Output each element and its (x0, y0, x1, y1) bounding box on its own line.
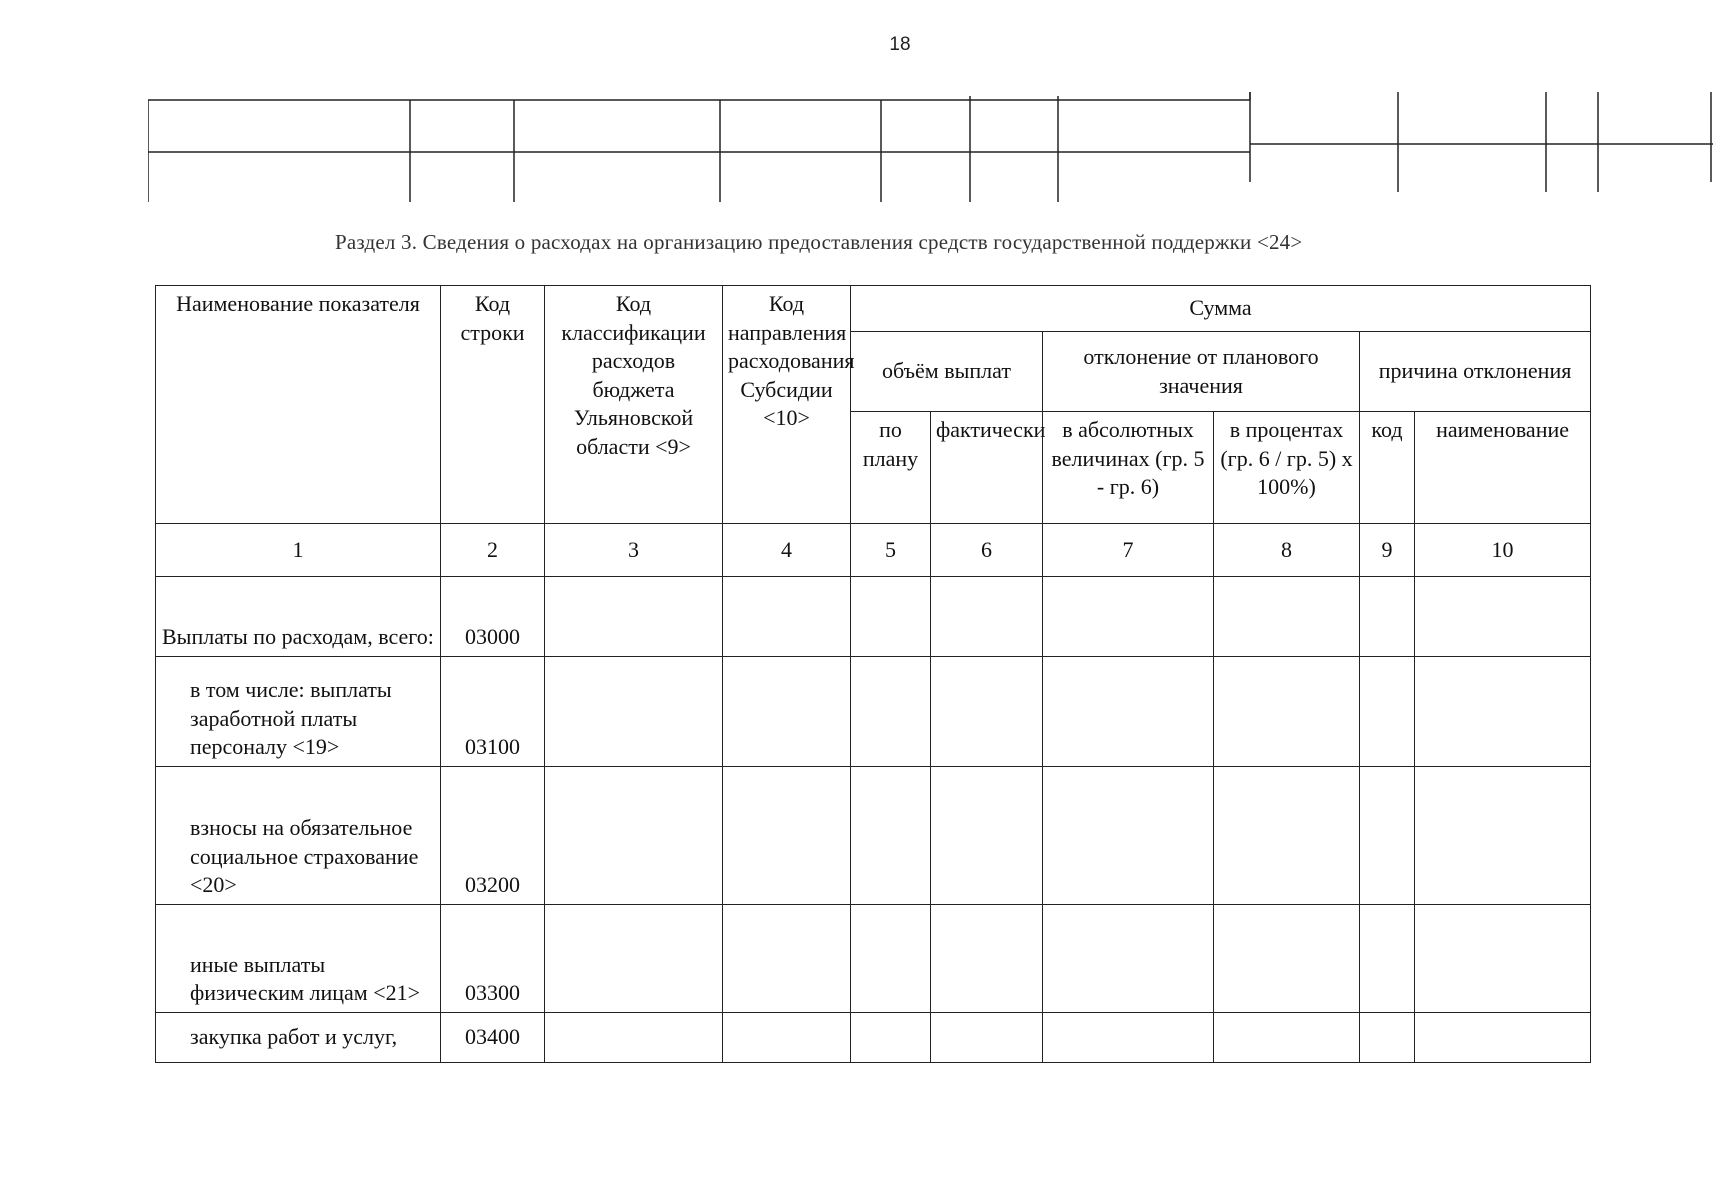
header-payments-volume: объём выплат (851, 332, 1043, 412)
row-code: 03100 (441, 657, 545, 767)
column-number: 9 (1360, 524, 1415, 577)
empty-cell (1214, 657, 1360, 767)
empty-cell (1360, 767, 1415, 905)
empty-cell (723, 767, 851, 905)
header-absolute: в абсолютных величинах (гр. 5 - гр. 6) (1043, 412, 1214, 524)
column-number: 4 (723, 524, 851, 577)
header-budget-code: Код классификации расходов бюджета Ульяновской области <9> (545, 286, 723, 524)
empty-cell (1043, 657, 1214, 767)
column-number: 10 (1415, 524, 1591, 577)
empty-cell (1360, 577, 1415, 657)
empty-cell (1043, 905, 1214, 1013)
row-label: взносы на обязательное социальное страхование <20> (156, 767, 441, 905)
empty-cell (545, 1013, 723, 1063)
header-percent: в процентах (гр. 6 / гр. 5) х 100%) (1214, 412, 1360, 524)
header-deviation: отклонение от планового значения (1043, 332, 1360, 412)
empty-cell (931, 657, 1043, 767)
empty-cell (1415, 905, 1591, 1013)
column-number: 1 (156, 524, 441, 577)
row-label: иные выплаты физическим лицам <21> (156, 905, 441, 1013)
empty-cell (1415, 657, 1591, 767)
empty-cell (545, 905, 723, 1013)
header-reason-name: наименование (1415, 412, 1591, 524)
header-reason-code: код (1360, 412, 1415, 524)
column-number: 5 (851, 524, 931, 577)
empty-cell (851, 767, 931, 905)
empty-cell (723, 905, 851, 1013)
column-numbers-row (156, 524, 1591, 577)
empty-cell (545, 577, 723, 657)
empty-cell (1415, 767, 1591, 905)
page-number: 18 (889, 34, 911, 55)
empty-cell (723, 657, 851, 767)
table-row (156, 577, 1591, 657)
empty-cell (931, 1013, 1043, 1063)
empty-cell (931, 905, 1043, 1013)
header-direction-code: Код направления расходования Субсидии <10> (723, 286, 851, 524)
row-code: 03300 (441, 905, 545, 1013)
empty-cell (851, 1013, 931, 1063)
column-number: 7 (1043, 524, 1214, 577)
header-by-plan: по плану (851, 412, 931, 524)
empty-cell (851, 905, 931, 1013)
empty-cell (1214, 1013, 1360, 1063)
column-number: 3 (545, 524, 723, 577)
previous-table-fragment (148, 92, 1713, 202)
empty-cell (1214, 767, 1360, 905)
row-label: закупка работ и услуг, (156, 1013, 441, 1063)
empty-cell (931, 577, 1043, 657)
empty-cell (1415, 1013, 1591, 1063)
empty-cell (1043, 767, 1214, 905)
row-label: в том числе: выплаты заработной платы персоналу <19> (156, 657, 441, 767)
empty-cell (723, 577, 851, 657)
empty-cell (545, 657, 723, 767)
empty-cell (723, 1013, 851, 1063)
empty-cell (1043, 577, 1214, 657)
empty-cell (1360, 657, 1415, 767)
table-row (156, 657, 1591, 767)
row-label: Выплаты по расходам, всего: (156, 577, 441, 657)
empty-cell (1043, 1013, 1214, 1063)
section-title: Раздел 3. Сведения о расходах на организацию предоставления средств государственной поддержки <24> (335, 230, 1303, 254)
table-row (156, 767, 1591, 905)
empty-cell (1415, 577, 1591, 657)
expenses-table (155, 285, 1591, 1063)
row-code: 03400 (441, 1013, 545, 1063)
header-row-code: Код строки (441, 286, 545, 524)
header-actual: фактически (931, 412, 1043, 524)
row-code: 03000 (441, 577, 545, 657)
empty-cell (1214, 905, 1360, 1013)
table-row (156, 1013, 1591, 1063)
empty-cell (545, 767, 723, 905)
header-sum: Сумма (851, 286, 1591, 332)
table-row (156, 905, 1591, 1013)
column-number: 6 (931, 524, 1043, 577)
empty-cell (931, 767, 1043, 905)
header-name: Наименование показателя (156, 286, 441, 524)
empty-cell (851, 657, 931, 767)
empty-cell (851, 577, 931, 657)
empty-cell (1214, 577, 1360, 657)
row-code: 03200 (441, 767, 545, 905)
header-reason: причина отклонения (1360, 332, 1591, 412)
column-number: 8 (1214, 524, 1360, 577)
empty-cell (1360, 1013, 1415, 1063)
empty-cell (1360, 905, 1415, 1013)
column-number: 2 (441, 524, 545, 577)
